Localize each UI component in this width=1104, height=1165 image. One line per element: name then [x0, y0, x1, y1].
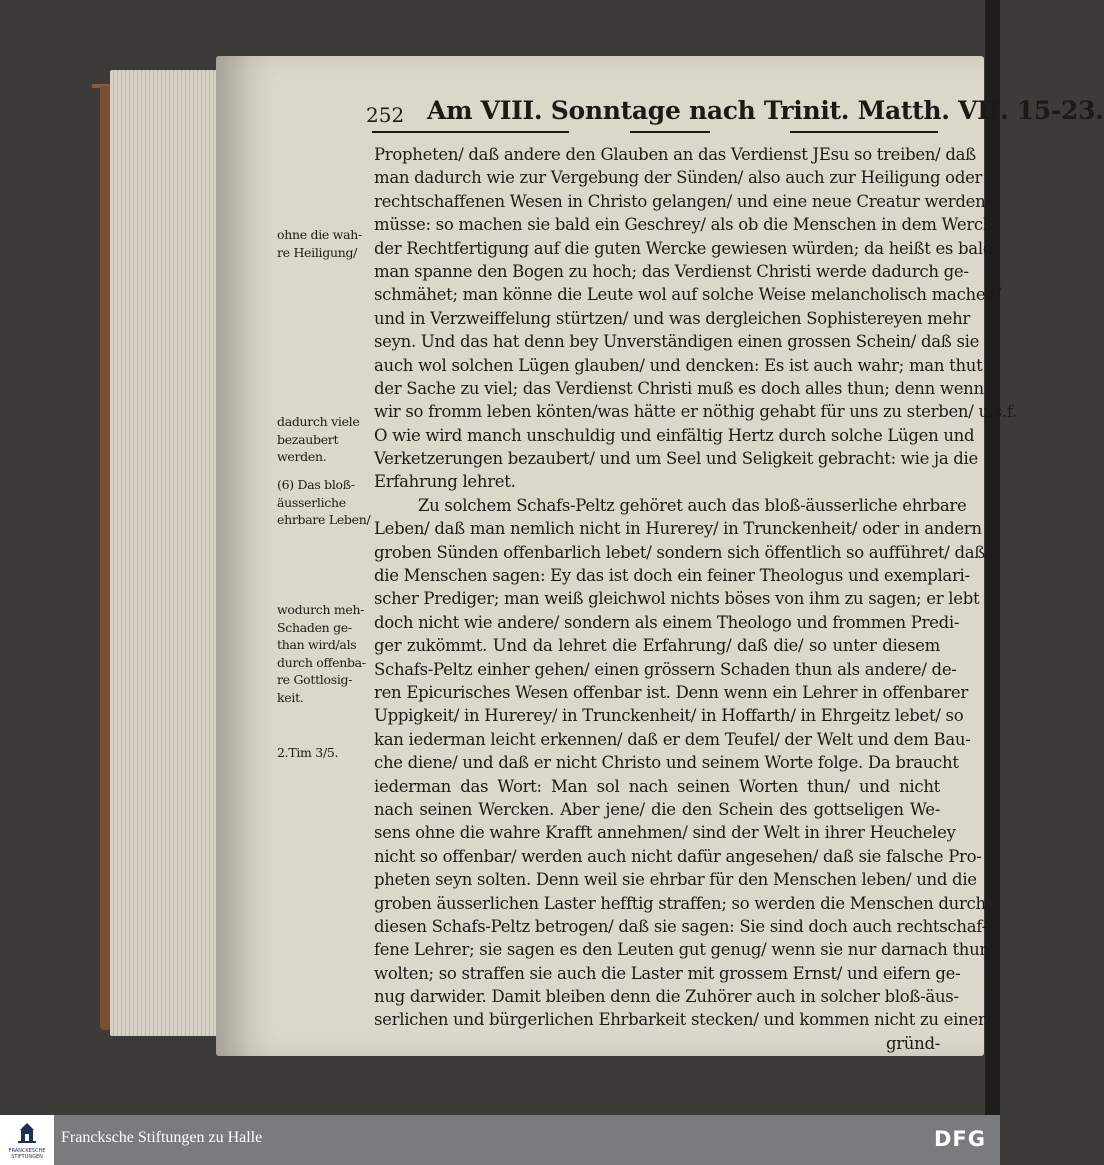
margin-note: wodurch meh- Schaden ge- than wird/als durch offenba- re Gottlosig- keit. [277, 602, 366, 705]
body-line: man dadurch wie zur Vergebung der Sünden/ also auch zur Heiligung oder [374, 168, 983, 188]
body-line: doch nicht wie andere/ sondern als einem Theologo und frommen Predi- [374, 612, 960, 632]
body-line: Propheten/ daß andere den Glauben an das Verdienst JEsu so treiben/ daß [374, 145, 976, 164]
margin-note: (6) Das bloß- äusserliche ehrbare Leben/ [277, 477, 371, 527]
body-line: fene Lehrer; sie sagen es den Leuten gut genug/ wenn sie nur darnach thun [374, 940, 990, 960]
body-line: der Rechtfertigung auf die guten Wercke gewiesen würden; da heißt es bald: [374, 238, 999, 258]
body-line: Schafs-Peltz einher gehen/ einen grössern Schaden thun als andere/ de- [374, 659, 957, 679]
body-line: die Menschen sagen: Ey das ist doch ein feiner Theologus und exemplari- [374, 566, 970, 586]
body-line: Zu solchem Schafs-Peltz gehöret auch das bloß-äusserliche ehrbare [418, 495, 967, 515]
body-line: wir so fromm leben könten/was hätte er nöthig gehabt für uns zu sterben/ u.s.f. [374, 402, 1018, 422]
body-line: ren Epicurisches Wesen offenbar ist. Denn wenn ein Lehrer in offenbarer [374, 682, 968, 702]
logo-text-line-1: FRANCKESCHE [8, 1148, 46, 1154]
head-rule-middle [630, 131, 710, 133]
body-line: diesen Schafs-Peltz betrogen/ daß sie sagen: Sie sind doch auch rechtschaf- [374, 916, 987, 936]
body-line: Uppigkeit/ in Hurerey/ in Trunckenheit/ in Hoffarth/ in Ehrgeitz lebet/ so [374, 706, 964, 726]
body-line: auch wol solchen Lügen glauben/ und dencken: Es ist auch wahr; man thut [374, 355, 983, 375]
body-line: sens ohne die wahre Krafft annehmen/ sind der Welt in ihrer Heucheley [374, 823, 956, 843]
body-line: wolten; so straffen sie auch die Laster mit grossem Ernst/ und eifern ge- [374, 963, 961, 983]
body-line: Erfahrung lehret. [374, 472, 516, 492]
body-line: nicht so offenbar/ werden auch nicht dafür angesehen/ daß sie falsche Pro- [374, 846, 982, 866]
margin-note: 2.Tim 3/5. [277, 745, 339, 760]
body-line: pheten seyn solten. Denn weil sie ehrbar für den Menschen leben/ und die [374, 870, 977, 890]
body-line: der Sache zu viel; das Verdienst Christi muß es doch alles thun; denn wenn [374, 378, 984, 398]
body-line: scher Prediger; man weiß gleichwol nichts böses von ihm zu sagen; er lebt [374, 589, 980, 609]
institution-name[interactable]: Francksche Stiftungen zu Halle [61, 1129, 263, 1146]
margin-note: ohne die wah- re Heiligung/ [277, 227, 362, 260]
body-line: und in Verzweiffelung stürtzen/ und was dergleichen Sophistereyen mehr [374, 308, 971, 328]
viewer-footer [0, 1115, 1000, 1165]
body-line: man spanne den Bogen zu hoch; das Verdienst Christi werde dadurch ge- [374, 261, 969, 281]
running-head: Am VIII. Sonntage nach Trinit. Matth. VII. 15-23. [427, 96, 1104, 125]
page-number: 252 [366, 103, 405, 127]
dfg-logo[interactable]: DFG [934, 1127, 987, 1151]
margin-note: dadurch viele bezaubert werden. [277, 414, 360, 464]
body-line: rechtschaffenen Wesen in Christo gelangen/ und eine neue Creatur werden [374, 191, 986, 211]
body-line: iederman das Wort: Man sol nach seinen Worten thun/ und nicht [374, 776, 940, 796]
body-line: kan iederman leicht erkennen/ daß er dem Teufel/ der Welt und dem Bau- [374, 729, 971, 749]
body-line: nug darwider. Damit bleiben denn die Zuhörer auch in solcher bloß-äus- [374, 987, 959, 1007]
body-line: groben äusserlichen Laster hefftig straffen; so werden die Menschen durch [374, 893, 986, 913]
body-line: seyn. Und das hat denn bey Unverständigen einen grossen Schein/ daß sie [374, 332, 980, 352]
body-line: müsse: so machen sie bald ein Geschrey/ als ob die Menschen in dem Werck [374, 215, 993, 235]
orphanage-building-icon [17, 1122, 37, 1146]
body-line: groben Sünden offenbarlich lebet/ sondern sich öffentlich so aufführet/ daß [374, 542, 986, 562]
body-line: ger zukömmt. Und da lehret die Erfahrung/ daß die/ so unter diesem [374, 636, 940, 656]
body-line: che diene/ und daß er nicht Christo und seinem Worte folge. Da braucht [374, 753, 959, 773]
body-line: O wie wird manch unschuldig und einfältig Hertz durch solche Lügen und [374, 425, 975, 445]
body-line: serlichen und bürgerlichen Ehrbarkeit stecken/ und kommen nicht zu einer [374, 1010, 986, 1030]
logo-text-line-2: STIFTUNGEN [11, 1154, 43, 1160]
head-rule-right [790, 131, 938, 133]
body-line: schmähet; man könne die Leute wol auf solche Weise melancholisch machen/ [374, 285, 1001, 305]
body-line: Leben/ daß man nemlich nicht in Hurerey/ in Trunckenheit/ oder in andern [374, 519, 982, 539]
body-line: nach seinen Wercken. Aber jene/ die den Schein des gottseligen We- [374, 799, 940, 819]
body-text [374, 143, 1018, 1055]
head-rule-left [372, 131, 569, 133]
catchword: gründ- [885, 1033, 940, 1053]
body-line: Verketzerungen bezaubert/ und um Seel und Seligkeit gebracht: wie ja die [374, 449, 978, 469]
institution-logo[interactable] [0, 1115, 54, 1165]
